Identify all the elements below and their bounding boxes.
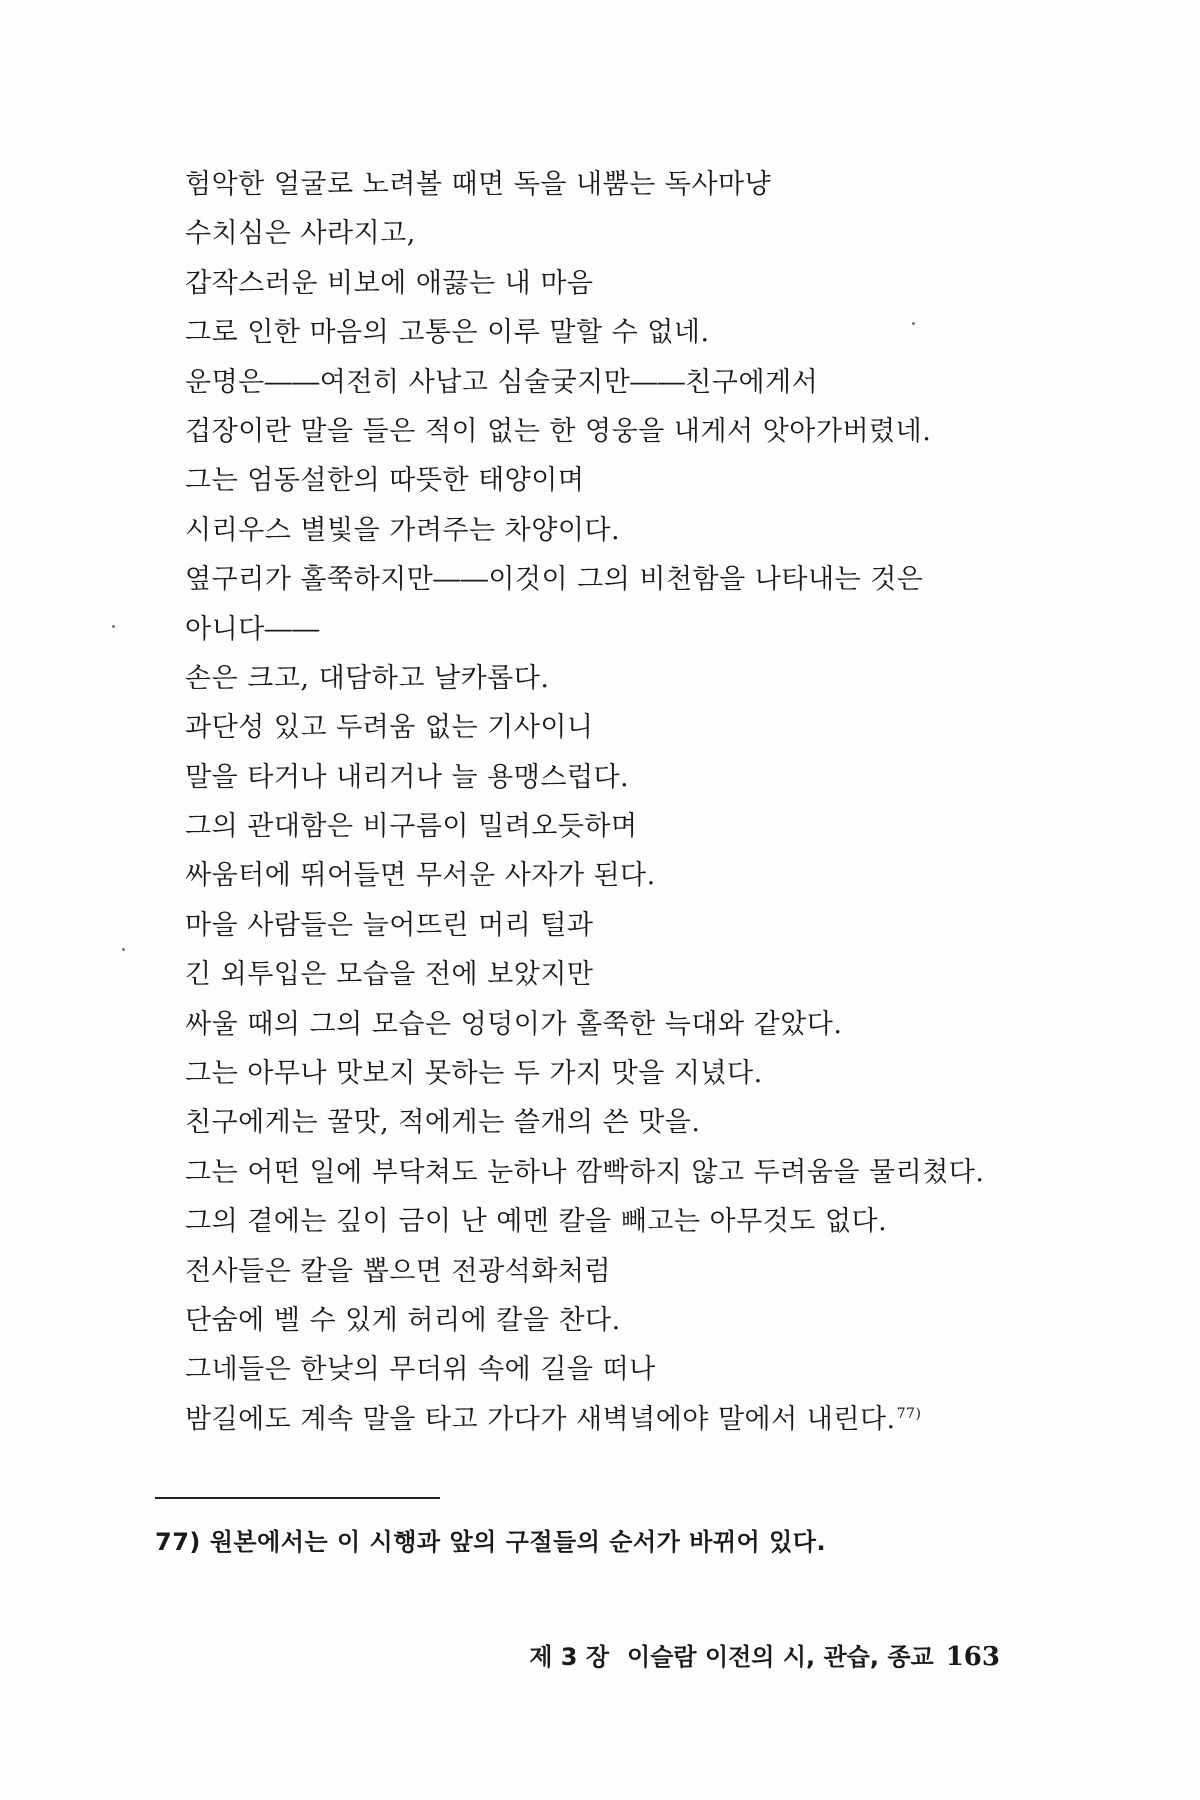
poem-line-text: 손은 크고, 대담하고 날카롭다. bbox=[185, 662, 550, 694]
poem-line-text: 말을 타거나 내리거나 늘 용맹스럽다. bbox=[185, 761, 630, 793]
poem-line-text: 싸움터에 뛰어들면 무서운 사자가 된다. bbox=[185, 860, 656, 892]
poem-line-text: 그네들은 한낮의 무더위 속에 길을 떠나 bbox=[185, 1354, 656, 1386]
poem-line-text: 그는 아무나 맛보지 못하는 두 가지 맛을 지녔다. bbox=[185, 1058, 763, 1090]
poem-line bbox=[185, 703, 1085, 752]
poem-line-text: 싸울 때의 그의 모습은 엉덩이가 홀쭉한 늑대와 같았다. bbox=[185, 1008, 843, 1040]
poem-line-text: 마을 사람들은 늘어뜨린 머리 털과 bbox=[185, 909, 594, 941]
poem-line bbox=[185, 851, 1085, 900]
poem-line-text: 전사들은 칼을 뽑으면 전광석화처럼 bbox=[185, 1255, 611, 1287]
poem-line bbox=[185, 605, 1085, 654]
poem-line bbox=[185, 1148, 1085, 1197]
poem-line-text: 밤길에도 계속 말을 타고 가다가 새벽녘에야 말에서 내린다. bbox=[185, 1403, 896, 1435]
poem-line-text: 그로 인한 마음의 고통은 이루 말할 수 없네. bbox=[185, 317, 710, 349]
poem-line bbox=[185, 1049, 1085, 1098]
footnote-77: 77) 원본에서는 이 시행과 앞의 구절들의 순서가 바뀌어 있다. bbox=[155, 1528, 827, 1556]
footnote-divider bbox=[155, 1497, 440, 1499]
poem-line bbox=[185, 1247, 1085, 1296]
poem-line bbox=[185, 209, 1085, 258]
poem-line-text: 옆구리가 홀쭉하지만――이것이 그의 비천함을 나타내는 것은 bbox=[185, 564, 924, 596]
poem-line bbox=[185, 555, 1085, 604]
scan-speck bbox=[112, 625, 115, 628]
poem-line bbox=[185, 950, 1085, 999]
poem-line bbox=[185, 654, 1085, 703]
poem-line-text: 친구에게는 꿀맛, 적에게는 쓸개의 쓴 맛을. bbox=[185, 1107, 701, 1139]
poem-line-text: 그의 관대함은 비구름이 밀려오듯하며 bbox=[185, 811, 638, 843]
poem-line bbox=[185, 1000, 1085, 1049]
chapter-label: 제 3 장 bbox=[529, 1643, 610, 1671]
poem-line bbox=[185, 308, 1085, 357]
poem-line bbox=[185, 802, 1085, 851]
poem-line bbox=[185, 901, 1085, 950]
poem-line bbox=[185, 160, 1085, 209]
poem-line bbox=[185, 1296, 1085, 1345]
poem-line-text: 수치심은 사라지고, bbox=[185, 218, 416, 250]
scan-speck bbox=[912, 322, 915, 325]
poem-line-text: 시리우스 별빛을 가려주는 차양이다. bbox=[185, 514, 621, 546]
poem-line-text: 그는 엄동설한의 따뜻한 태양이며 bbox=[185, 465, 585, 497]
poem-line bbox=[185, 407, 1085, 456]
poem-line bbox=[185, 259, 1085, 308]
poem-line-text: 그의 곁에는 깊이 금이 난 예멘 칼을 빼고는 아무것도 없다. bbox=[185, 1206, 888, 1238]
poem-line-text: 그는 어떤 일에 부닥쳐도 눈하나 깜빡하지 않고 두려움을 물리쳤다. bbox=[185, 1156, 985, 1188]
poem-line-text: 겁장이란 말을 들은 적이 없는 한 영웅을 내게서 앗아가버렸네. bbox=[185, 415, 932, 447]
poem-line bbox=[185, 456, 1085, 505]
poem-line-text: 과단성 있고 두려움 없는 기사이니 bbox=[185, 712, 594, 744]
poem-line-text: 단숨에 벨 수 있게 허리에 칼을 찬다. bbox=[185, 1304, 621, 1336]
poem-line-text: 갑작스러운 비보에 애끓는 내 마음 bbox=[185, 267, 594, 299]
poem-line-text: 긴 외투입은 모습을 전에 보았지만 bbox=[185, 959, 594, 991]
poem-line bbox=[185, 753, 1085, 802]
poem-line bbox=[185, 1197, 1085, 1246]
poem-line-text: 험악한 얼굴로 노려볼 때면 독을 내뿜는 독사마냥 bbox=[185, 169, 772, 200]
poem-line-text: 운명은――여전히 사납고 심술궂지만――친구에게서 bbox=[185, 366, 819, 398]
running-footer bbox=[529, 1637, 1000, 1672]
poem-verse-block bbox=[185, 160, 1085, 1444]
chapter-title: 이슬람 이전의 시, 관습, 종교 bbox=[627, 1643, 934, 1671]
poem-line bbox=[185, 1345, 1085, 1394]
footnote-reference[interactable]: 77) bbox=[896, 1405, 922, 1422]
scan-speck bbox=[122, 948, 125, 951]
poem-line bbox=[185, 358, 1085, 407]
poem-line bbox=[185, 506, 1085, 555]
page-number: 163 bbox=[945, 1642, 1000, 1672]
poem-line bbox=[185, 1098, 1085, 1147]
poem-line-text: 아니다―― bbox=[185, 613, 320, 645]
poem-line bbox=[185, 1395, 1085, 1444]
